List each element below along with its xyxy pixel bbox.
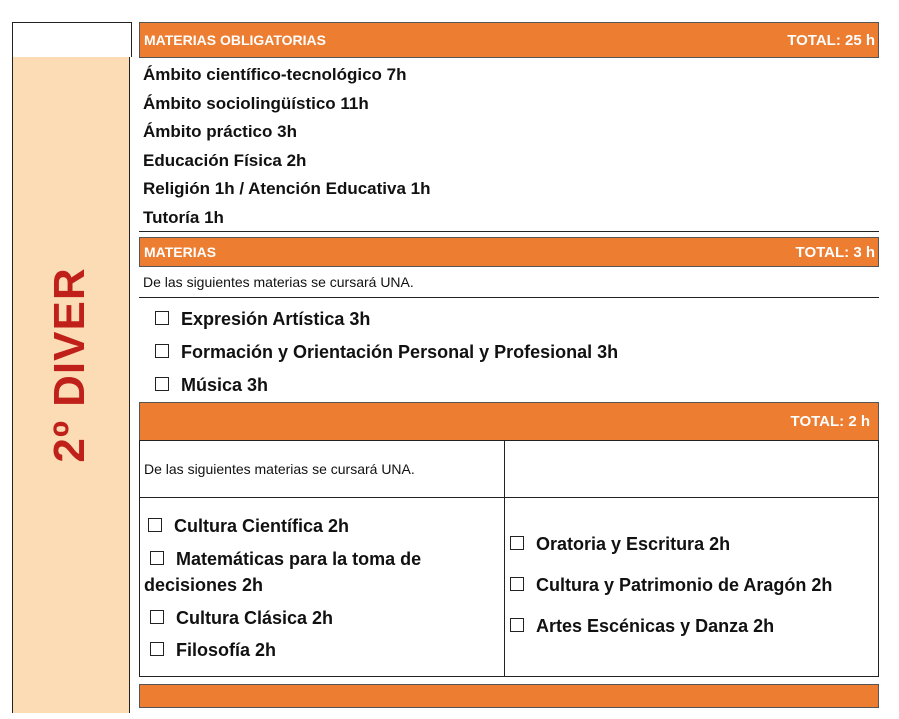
optativas-left-options bbox=[144, 510, 494, 666]
checkbox-icon[interactable] bbox=[150, 610, 164, 624]
materias-options bbox=[155, 303, 618, 402]
optativa-option[interactable]: Filosofía 2h bbox=[150, 634, 494, 666]
obligatoria-item: Ámbito sociolingüístico 11h bbox=[143, 93, 369, 113]
divider bbox=[139, 297, 879, 298]
materias-header-label: MATERIAS bbox=[144, 244, 217, 260]
checkbox-icon[interactable] bbox=[510, 536, 524, 550]
optativas-header bbox=[139, 402, 879, 441]
optativa-option[interactable]: Cultura y Patrimonio de Aragón 2h bbox=[510, 565, 832, 606]
optativa-option[interactable]: Artes Escénicas y Danza 2h bbox=[510, 606, 832, 647]
optativa-option[interactable]: Oratoria y Escritura 2h bbox=[510, 524, 832, 565]
optativa-option[interactable]: Cultura Científica 2h bbox=[148, 510, 494, 542]
obligatorias-total: TOTAL: 25 h bbox=[787, 31, 875, 49]
checkbox-icon[interactable] bbox=[510, 577, 524, 591]
obligatorias-list bbox=[143, 61, 430, 232]
checkbox-icon[interactable] bbox=[155, 344, 169, 358]
materia-option[interactable]: Formación y Orientación Personal y Profesional 3h bbox=[155, 336, 618, 369]
materias-note: De las siguientes materias se cursará UNA. bbox=[143, 274, 414, 290]
obligatorias-header bbox=[139, 22, 879, 58]
checkbox-icon[interactable] bbox=[155, 311, 169, 325]
optativas-note: De las siguientes materias se cursará UNA. bbox=[144, 461, 415, 477]
optativa-option[interactable]: Cultura Clásica 2h bbox=[150, 602, 494, 634]
checkbox-icon[interactable] bbox=[150, 551, 164, 565]
optativa-option[interactable]: Matemáticas para la toma de decisiones 2h bbox=[144, 549, 422, 595]
footer-bar bbox=[139, 684, 879, 708]
checkbox-icon[interactable] bbox=[150, 642, 164, 656]
course-title: 2º DIVER bbox=[45, 267, 94, 463]
obligatoria-item: Ámbito práctico 3h bbox=[143, 122, 297, 141]
materias-total: TOTAL: 3 h bbox=[795, 243, 875, 261]
sidebar-top-cell bbox=[12, 22, 132, 57]
obligatorias-header-label: MATERIAS OBLIGATORIAS bbox=[144, 32, 326, 48]
checkbox-icon[interactable] bbox=[510, 618, 524, 632]
optativas-empty-cell bbox=[504, 440, 879, 498]
obligatoria-item: Religión 1h / Atención Educativa 1h bbox=[143, 179, 431, 198]
obligatoria-item: Ámbito científico-tecnológico 7h bbox=[143, 65, 407, 84]
checkbox-icon[interactable] bbox=[148, 518, 162, 532]
obligatoria-item: Tutoría 1h bbox=[143, 207, 224, 227]
materia-option[interactable]: Música 3h bbox=[155, 369, 618, 402]
obligatoria-item: Educación Física 2h bbox=[143, 150, 307, 170]
optativas-right-options bbox=[510, 524, 832, 647]
materias-header bbox=[139, 237, 879, 267]
divider bbox=[139, 231, 879, 232]
optativas-total: TOTAL: 2 h bbox=[790, 413, 870, 430]
checkbox-icon[interactable] bbox=[155, 377, 169, 391]
materia-option[interactable]: Expresión Artística 3h bbox=[155, 303, 618, 336]
